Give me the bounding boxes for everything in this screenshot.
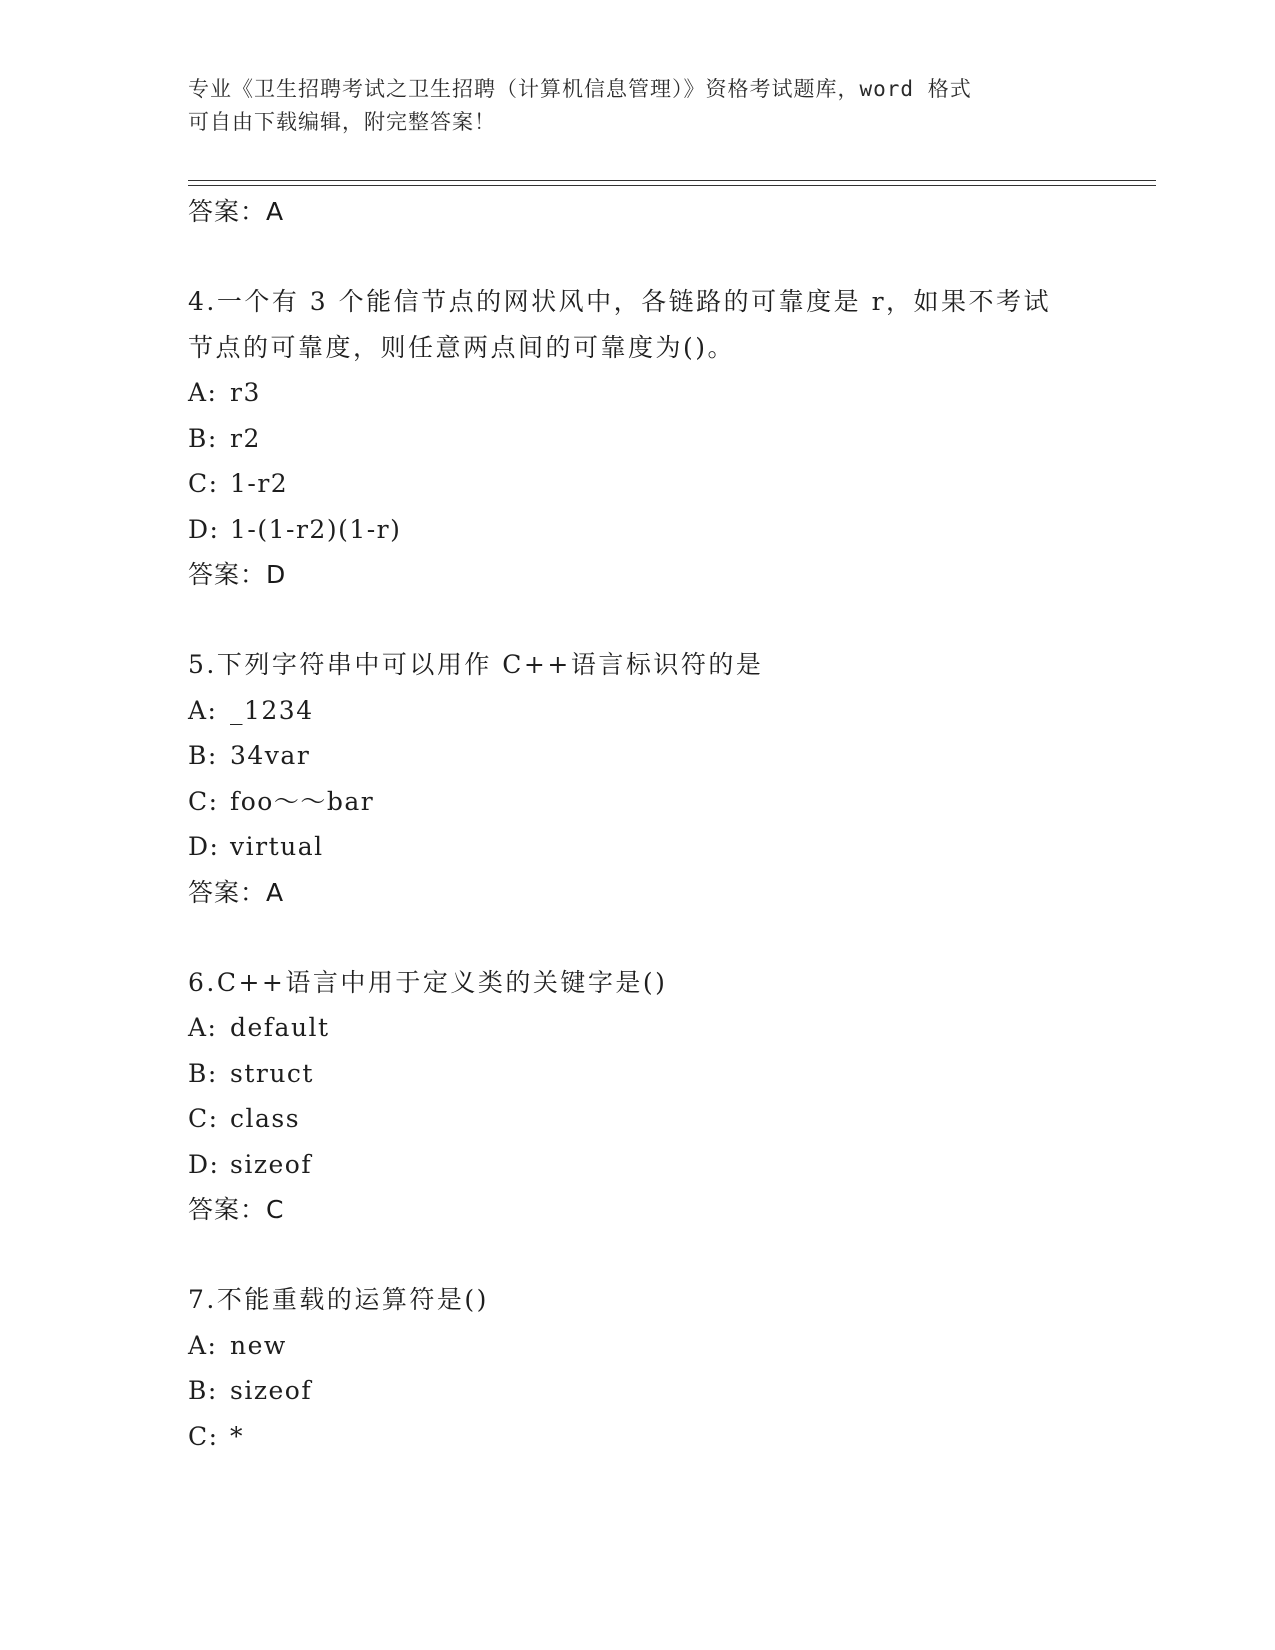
option-text: sizeof [230,1149,313,1179]
header-rule-top [188,180,1156,181]
option-label: C: [188,469,219,498]
option-label: B: [188,741,218,770]
option-label: B: [188,423,218,453]
option-c [188,1096,1148,1142]
question-text [188,642,1148,688]
option-text: r3 [230,378,261,407]
option-label: B: [188,1058,218,1088]
option-label: C: [188,1104,219,1133]
option-b [188,733,1148,779]
option-label: D: [188,832,220,861]
option-text: _1234 [230,695,314,725]
question-text-line: 7.不能重载的运算符是() [188,1285,489,1314]
option-text: r2 [230,423,261,453]
option-text: default [230,1013,330,1042]
option-a [188,370,1148,416]
option-c [188,779,1148,825]
option-label: D: [188,514,220,544]
option-text: 34var [230,741,311,770]
option-c [188,461,1148,507]
option-d [188,1142,1148,1188]
question-text-line: 6.C++语言中用于定义类的关键字是() [188,967,668,997]
option-text: virtual [230,832,324,861]
option-c [188,1414,1148,1460]
option-label: D: [188,1149,220,1179]
option-b [188,416,1148,462]
question-4 [188,279,1148,597]
question-6 [188,960,1148,1233]
option-a [188,1005,1148,1051]
option-b [188,1051,1148,1097]
question-list [188,189,1148,1459]
option-a [188,688,1148,734]
header-line-2: 可自由下载编辑，附完整答案！ [188,110,496,134]
answer-line: 答案：A [188,197,285,226]
option-text: 1-(1-r2)(1-r) [230,514,402,544]
option-label: C: [188,1421,219,1451]
header-rule-bottom [188,185,1156,186]
answer-line: 答案：D [188,560,287,589]
option-label: A: [188,1330,218,1360]
option-label: A: [188,695,218,725]
option-label: C: [188,786,219,816]
option-text: 1-r2 [230,469,289,498]
option-text: foo～～bar [230,786,375,816]
question-text-line: 5.下列字符串中可以用作 C++语言标识符的是 [188,650,764,679]
option-text: * [230,1421,244,1451]
option-text: class [230,1104,301,1133]
option-label: B: [188,1376,218,1405]
question-text [188,279,1148,370]
question-text-line: 4.一个有 3 个能信节点的网状风中，各链路的可靠度是 r，如果不考试 [188,287,1052,316]
option-a [188,1323,1148,1369]
page-header [188,73,1088,139]
question-text-line: 节点的可靠度，则任意两点间的可靠度为()。 [188,332,736,362]
option-text: struct [230,1058,314,1088]
option-text: sizeof [230,1376,313,1405]
option-label: A: [188,1013,218,1042]
header-line-1: 专业《卫生招聘考试之卫生招聘（计算机信息管理）》资格考试题库，word 格式 [188,77,972,101]
answer-line: 答案：C [188,1195,285,1224]
question-text [188,960,1148,1006]
question-text [188,1277,1148,1323]
option-text: new [230,1330,287,1360]
question-7 [188,1277,1148,1459]
option-b [188,1368,1148,1414]
option-label: A: [188,378,218,407]
option-d [188,507,1148,553]
answer-line: 答案：A [188,877,285,907]
option-d [188,824,1148,870]
question-5 [188,642,1148,915]
